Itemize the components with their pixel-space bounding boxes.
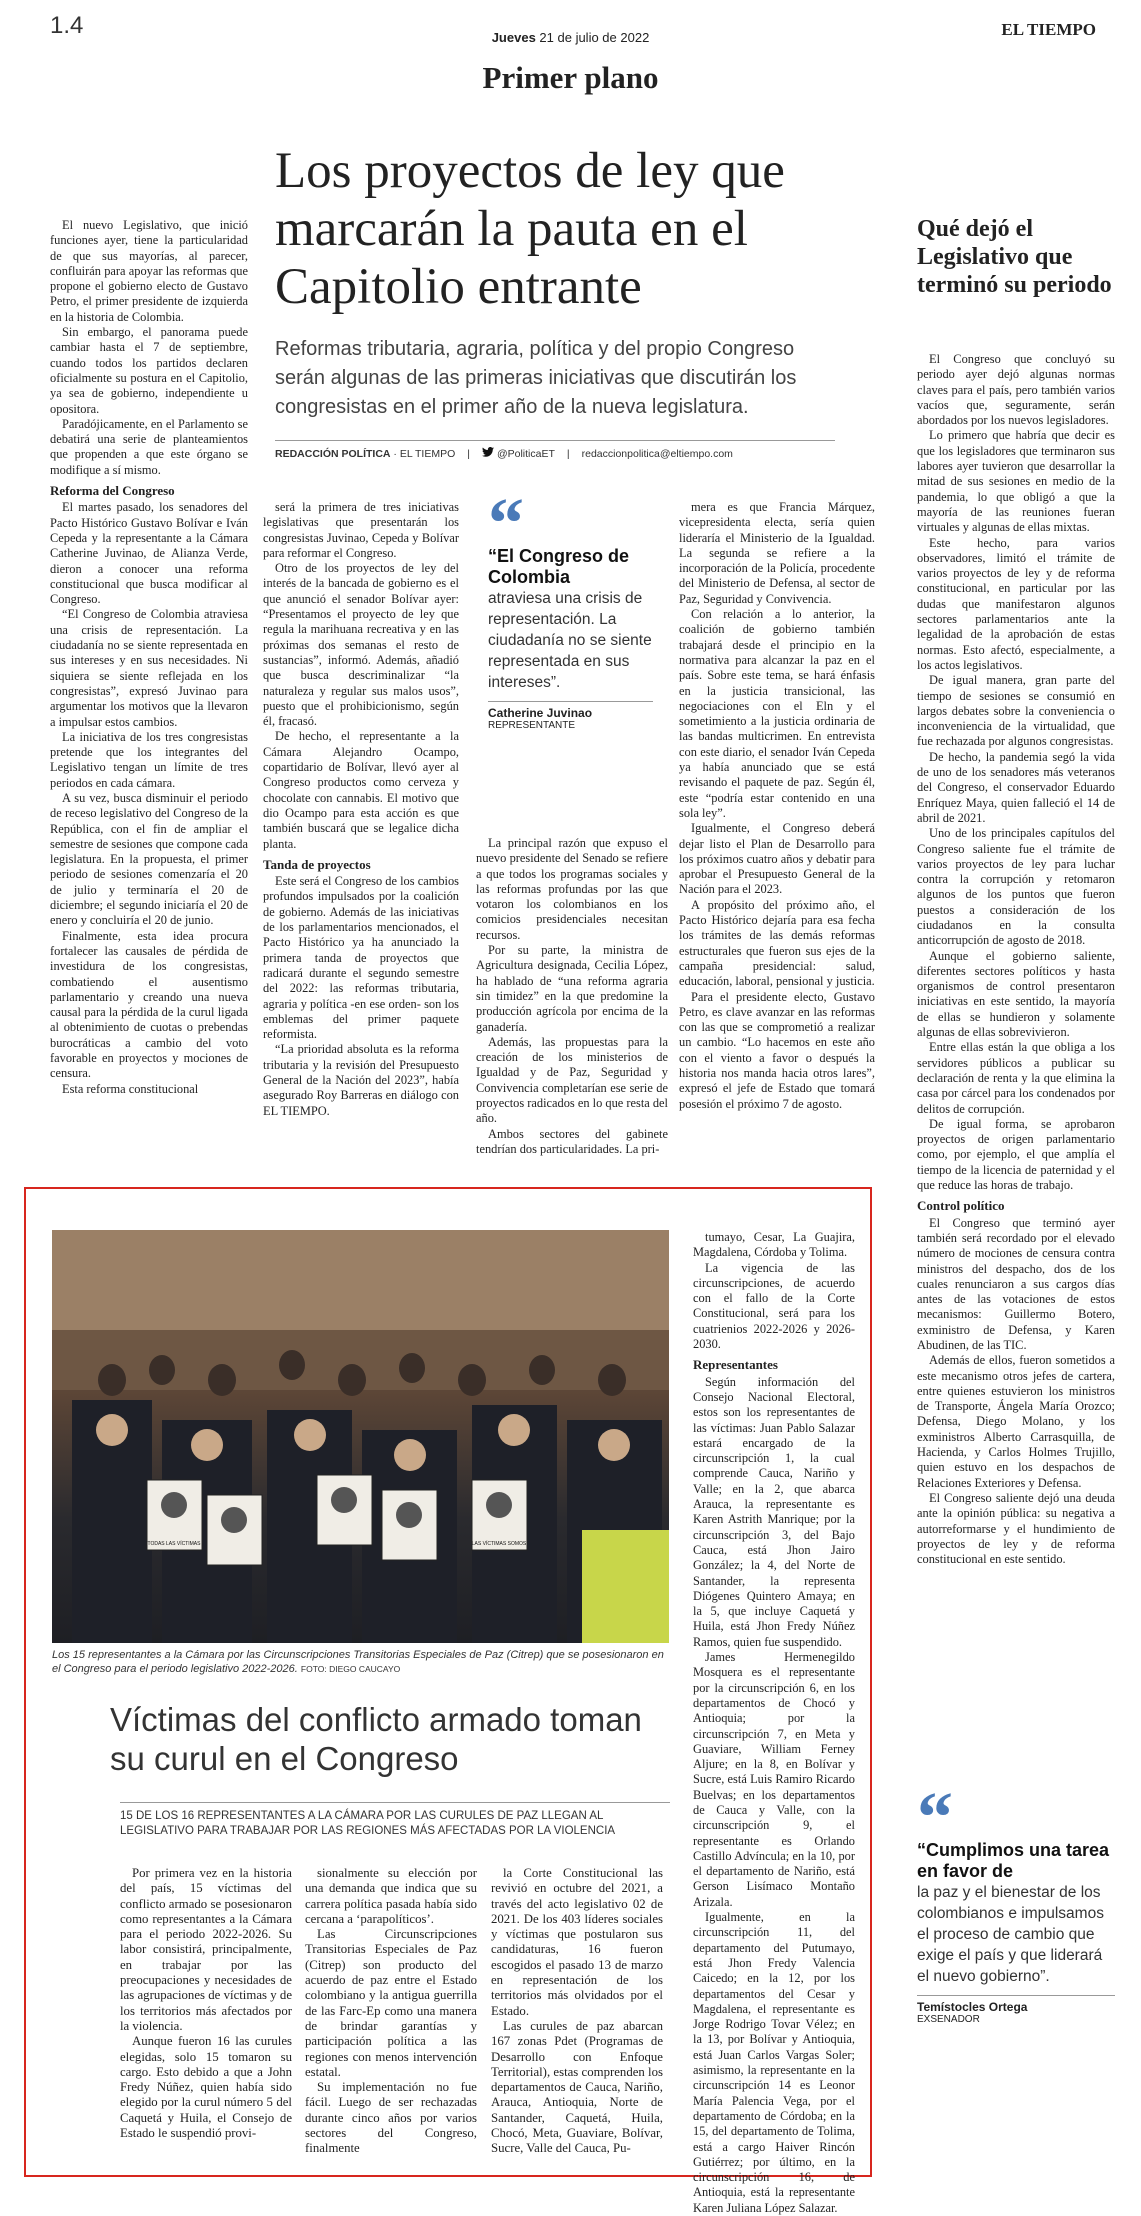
photo-caption bbox=[52, 1648, 669, 1676]
paragraph: Lo primero que habría que decir es que los legisladores que terminaron sus labores ayer tuvieron que desarrollar la mitad de sus sesiones en medio de la pandemia, lo que obligó a que la mayoría de las reuniones fueran virtuales y algunas de ellas mixtas. bbox=[917, 428, 1115, 535]
pull-quote-role: EXSENADOR bbox=[917, 2014, 980, 2025]
paragraph: Igualmente, el Congreso deberá dejar listo el Plan de Desarrollo para los próximos cuatro años y debatir para aprobar el Presupuesto General de la Nación para el 2023. bbox=[679, 821, 875, 897]
paragraph: Esta reforma constitucional bbox=[62, 1081, 199, 1096]
article-column-1 bbox=[50, 218, 248, 1097]
paragraph: Entre ellas están la que obliga a los servidores públicos a publicar su declaración de renta y la que elimina la casa por cárcel para los condenados por delitos de corrupción. bbox=[917, 1040, 1115, 1116]
victims-column-3 bbox=[491, 1866, 663, 2157]
victims-headline: Víctimas del conflicto armado toman su curul en el Congreso bbox=[110, 1701, 642, 1777]
main-headline: Los proyectos de ley que marcarán la pauta en el Capitolio entrante bbox=[275, 143, 785, 315]
victims-deck: 15 DE LOS 16 REPRESENTANTES A LA CÁMARA POR LAS CURULES DE PAZ LLEGAN AL LEGISLATIVO PARA TRABAJAR POR LAS REGIONES MÁS AFECTADAS POR LA VIOLENCIA bbox=[120, 1802, 670, 1839]
paragraph: Finalmente, esta idea procura fortalecer las causales de pérdida de investidura de los congresistas, combatiendo el ausentismo parlamentario y creando una nueva causal para la pérdida de la curul ligada al obtenimiento de cuotas o prebendas burocráticas a cambio del voto favorable en proyectos y mociones de censura. bbox=[50, 928, 248, 1081]
paragraph: A propósito del próximo año, el Pacto Histórico dejaría para esa fecha los trámites de las demás reformas estructurales que fueron sus ejes de la campaña presidencial: salud, educación, laboral, pensional y justicia. bbox=[679, 897, 875, 989]
paragraph: El Congreso que concluyó su periodo ayer dejó algunas normas claves para el país, pero también varios vacíos que, seguramente, serán abordados por los nuevos legisladores. bbox=[917, 352, 1115, 428]
photo-credit: FOTO: DIEGO CAUCAYO bbox=[300, 1664, 401, 1674]
byline-twitter-handle: @PoliticaET bbox=[496, 448, 555, 460]
victims-column-4 bbox=[693, 1230, 855, 2216]
paragraph: El nuevo Legislativo, que inició funciones ayer, tiene la particularidad de que sus mayorías, al parecer, confluirán para apoyar las reformas que propone el gobierno electo de Gustavo Petro, el primer presidente de izquierda en la historia de Colombia. bbox=[50, 218, 248, 324]
paragraph: La principal razón que expuso el nuevo presidente del Senado se refiere a que todos los programas sociales y las reformas profundas por las que votaron los colombianos en los comicios presidenciales necesitan recursos. bbox=[476, 836, 668, 942]
byline-author-block bbox=[275, 448, 455, 460]
article-column-4 bbox=[679, 500, 875, 1112]
byline-outlet: · EL TIEMPO bbox=[393, 447, 456, 460]
pull-quote-author: Temístocles Ortega bbox=[917, 1995, 1115, 2014]
byline-twitter[interactable] bbox=[482, 447, 555, 460]
subheading: Representantes bbox=[693, 1357, 778, 1373]
byline bbox=[275, 440, 835, 460]
congress-photo-illustration bbox=[52, 1230, 669, 1643]
article-column-3 bbox=[476, 836, 668, 1157]
photo-sign-text: LAS VÍCTIMAS SOMOS bbox=[471, 1541, 527, 1547]
byline-divider: | bbox=[566, 447, 570, 460]
pull-quote-juvinao bbox=[488, 483, 653, 731]
pull-quote-author: Catherine Juvinao bbox=[488, 701, 653, 720]
paragraph: “El Congreso de Colombia atraviesa una crisis de representación. La ciudadanía no se siente representada en sus intereses y en sus necesidades. Ni siquiera se siente reflejada en los congresistas”, expresó Juvinao para argumentar los motivos que la llevaron a impulsar estos cambios. bbox=[50, 607, 248, 729]
paragraph: Además, las propuestas para la creación de los ministerios de Igualdad y de Paz, Seguridad y Convivencia completarían ese serie de proyectos radicados en lo que resta del año. bbox=[476, 1034, 668, 1126]
pull-quote-text: la paz y el bienestar de los colombianos e impulsamos el proceso de cambio que exige el país y que liderará el nuevo gobierno”. bbox=[917, 1884, 1104, 1985]
pull-quote-ortega bbox=[917, 1777, 1115, 2025]
congress-photo bbox=[52, 1230, 669, 1643]
paragraph: Para el presidente electo, Gustavo Petro, es clave avanzar en las reformas con las que se comprometió a realizar un cambio. “Lo hacemos en este año con el viento a favor o después la historia nos manda hacia otros lares”, expresó el jefe de Estado que tomará posesión el próximo 7 de agosto. bbox=[679, 989, 875, 1111]
subheading: Reforma del Congreso bbox=[50, 483, 175, 499]
section-title: Primer plano bbox=[482, 60, 659, 95]
issue-date bbox=[0, 30, 1141, 45]
paragraph: Sin embargo, el panorama puede cambiar hasta el 7 de septiembre, cuando todos los partidos declaren oficialmente su postura en el Capitolio, ya sea de gobierno, independiente u opositora. bbox=[50, 325, 248, 416]
victims-column-1 bbox=[120, 1866, 292, 2141]
paragraph: De hecho, el representante a la Cámara Alejandro Ocampo, copartidario de Bolívar, llevó ayer al Congreso productos como cerveza y chocolate con cannabis. El motivo que dio Ocampo para esta acción es que también buscará que se legalice dicha planta. bbox=[263, 729, 459, 851]
paragraph: Aunque fueron 16 las curules elegidas, solo 15 tomaron su cargo. Esto debido a que a John Fredy Núñez, quien había sido elegido por la curul número 5 del Caquetá y Huila, el Consejo de Estado le suspendió provi- bbox=[120, 2034, 292, 2141]
paragraph: Con relación a lo anterior, la coalición de gobierno también trabajará desde el principio en la normativa para alcanzar la paz en el país. Sobre este tema, se hará énfasis en la justicia transicional, las negociaciones con el Eln y el sometimiento a la justicia ordinaria de las bandas multicrimen. En entrevista con este diario, el senador Iván Cepeda ya había anunciado que se está revisando el paquete de paz. Según él, este “podría estar contenido en una sola ley”. bbox=[679, 607, 875, 820]
paragraph: Las Circunscripciones Transitorias Especiales de Paz (Citrep) son producto del acuerdo de paz entre el Estado colombiano y la antigua guerrilla de las Farc-Ep como una manera de brindar garantías y participación política a las regiones con menos intervención estatal. bbox=[305, 1927, 477, 2079]
quote-mark-icon: “ bbox=[917, 1777, 953, 1857]
byline-email[interactable]: redaccionpolitica@eltiempo.com bbox=[581, 447, 733, 460]
twitter-bird-icon bbox=[482, 447, 494, 457]
victims-column-2 bbox=[305, 1866, 477, 2157]
paragraph: Su implementación no fue fácil. Luego de ser rechazadas durante cinco años por varios sectores del Congreso, finalmente bbox=[305, 2080, 477, 2156]
paragraph: Por su parte, la ministra de Agricultura designada, Cecilia López, ha hablado de “una reforma agraria sin timidez” en la que predomine la producción agrícola por encima de la ganadería. bbox=[476, 943, 668, 1034]
paragraph: El Congreso saliente dejó una deuda ante la opinión pública: su negativa a autorreformarse y el hundimiento de proyectos de ley y de reforma constitucional en este sentido. bbox=[917, 1490, 1115, 1567]
paragraph: mera es que Francia Márquez, vicepresidenta electa, sería quien lideraría el Ministerio de la Igualdad. La segunda se refiere a la incorporación de la Policía, procedente del Ministerio de Defensa, al sector de Paz, Seguridad y Convivencia. bbox=[679, 500, 875, 606]
photo-sign-text: TODAS LAS VÍCTIMAS bbox=[147, 1541, 201, 1547]
paragraph: La iniciativa de los tres congresistas pretende que los integrantes del Legislativo tengan un límite de tres periodos en cada cámara. bbox=[50, 729, 248, 790]
sidebar-title: Qué dejó el Legislativo que terminó su periodo bbox=[917, 216, 1112, 298]
newspaper-name: EL TIEMPO bbox=[1001, 20, 1096, 39]
paragraph: De igual forma, se aprobaron proyectos de origen parlamentario como, por ejemplo, el que amplía el tiempo de la licencia de paternidad y el que reduce las horas de trabajo. bbox=[917, 1116, 1115, 1193]
paragraph: Las curules de paz abarcan 167 zonas Pdet (Programas de Desarrollo con Enfoque Territorial), estas comprenden los departamentos de Cauca, Nariño, Arauca, Antioquia, Norte de Santander, Caquetá, Huila, Chocó, Meta, Guaviare, Bolívar, Sucre, Valle del Cauca, Pu- bbox=[491, 2018, 663, 2156]
paragraph: Según información del Consejo Nacional Electoral, estos son los representantes de las víctimas: Juan Pablo Salazar estará encargado de la circunscripción 1, la cual comprende Cauca, Nariño y Valle; en la 2, que abarca Arauca, la representante es Karen Astrith Manrique; por la circunscripción 3, del Bajo Cauca, está Jhon Jairo González; la 4, del Norte de Santander, la representa Diógenes Quintero Amaya; en la 5, que incluye Caquetá y Huila, está Jhon Fredy Núñez Ramos, quien fue suspendido. bbox=[693, 1374, 855, 1649]
issue-day: Jueves bbox=[491, 30, 536, 45]
paragraph: la Corte Constitucional las revivió en octubre del 2021, a través del acto legislativo 02 de 2021. De los 403 líderes sociales y víctimas que postularon sus candidaturas, 16 fueron escogidos el pasado 13 de marzo en representación de los territorios más olvidados por el Estado. bbox=[491, 1866, 663, 2018]
paragraph: Uno de los principales capítulos del Congreso saliente fue el trámite de varios proyectos de ley para luchar contra la corrupción y retomaron algunos de los puntos que fueron puestos a consideración de los ciudadanos en la consulta anticorrupción de agosto de 2018. bbox=[917, 826, 1115, 948]
paragraph: Además de ellos, fueron sometidos a este mecanismo otros jefes de cartera, entre quienes estuvieron los ministros de Transporte, Ángela María Orozco; Defensa, Diego Molano, y los exministros Alberto Carrasquilla, de Hacienda, y Carlos Holmes Trujillo, quien estuvo en los despachos de Relaciones Exteriores y Defensa. bbox=[917, 1353, 1115, 1490]
sidebar-column bbox=[917, 352, 1115, 1567]
paragraph: Por primera vez en la historia del país, 15 víctimas del conflicto armado se posesionaron como representantes a la Cámara para el periodo 2022-2026. Su labor consistirá, principalmente, en trabajar por las preocupaciones y necesidades de las agrupaciones de víctimas y de los territorios más afectados por la violencia. bbox=[120, 1866, 292, 2033]
subheading: Control político bbox=[917, 1198, 1005, 1214]
subheading: Tanda de proyectos bbox=[263, 856, 371, 872]
paragraph: El Congreso que terminó ayer también será recordado por el elevado número de mociones de censura contra ministros del despacho, dos de los cuales renunciaron a sus cargos días antes de las votaciones de estos mecanismos: Guillermo Botero, exministro de Defensa, y Karen Abudinen, de las TIC. bbox=[917, 1215, 1115, 1352]
pull-quote-text: atraviesa una crisis de representación. La ciudadanía no se siente representada en sus intereses”. bbox=[488, 590, 652, 691]
pull-quote-lead: “El Congreso de Colombia bbox=[488, 546, 630, 587]
paragraph: James Hermenegildo Mosquera es el representante por la circunscripción 6, en los departamentos de Chocó y Antioquia; por la circunscripción 7, en Meta y Guaviare, William Ferney Aljure; en la 8, en Bolívar y Sucre, está Luis Ramiro Ricardo Buelvas; en los departamentos de Cauca y Valle, con la circunscripción 9, el representante es Orlando Castillo Advíncula; en la 10, por el departamento de Nariño, está Gerson Lisímaco Montaño Arizala. bbox=[693, 1650, 855, 1909]
photo-caption-text: Los 15 representantes a la Cámara por las Circunscripciones Transitorias Especiales de Paz (Citrep) que se posesionaron en el Congreso para el periodo legislativo 2022-2026. bbox=[52, 1649, 664, 1675]
paragraph: Este será el Congreso de los cambios profundos impulsados por la coalición de gobierno. Además de las iniciativas de los parlamentarios mencionados, el Pacto Histórico ya ha anunciado la primera tanda de proyectos que radicará durante el segundo semestre del 2022: las reformas tributaria, agraria y política -en ese orden- son los emblemas del primer paquete reformista. bbox=[263, 874, 459, 1042]
paragraph: Ambos sectores del gabinete tendrían dos particularidades. La pri- bbox=[476, 1126, 668, 1156]
paragraph: Aunque el gobierno saliente, diferentes sectores políticos y hasta organismos de control presentaron iniciativas en este sentido, la mayoría de ellas se hundieron y solamente algunas de ellas sobrevivieron. bbox=[917, 948, 1115, 1040]
page-number: 1.4 bbox=[50, 12, 84, 39]
paragraph: “La prioridad absoluta es la reforma tributaria y la revisión del Presupuesto General de la Nación del 2023”, había asegurado Roy Barreras en diálogo con EL TIEMPO. bbox=[263, 1042, 459, 1118]
paragraph: La vigencia de las circunscripciones, de acuerdo con el fallo de la Corte Constitucional, será para los cuatrienios 2022-2026 y 2026-2030. bbox=[693, 1260, 855, 1352]
byline-author: REDACCIÓN POLÍTICA bbox=[275, 447, 391, 460]
main-deck: Reformas tributaria, agraria, política y del propio Congreso serán algunas de las primeras iniciativas que discutirán los congresistas en el primer año de la nueva legislatura. bbox=[275, 338, 797, 418]
pull-quote-lead: “Cumplimos una tarea en favor de bbox=[917, 1840, 1110, 1881]
paragraph: El martes pasado, los senadores del Pacto Histórico Gustavo Bolívar e Iván Cepeda y la representante a la Cámara Catherine Juvinao, de Alianza Verde, dieron a conocer una reforma constitucional que busca modificar al Congreso. bbox=[50, 500, 248, 607]
paragraph: De igual manera, gran parte del tiempo de sesiones se consumió en largos debates sobre la conveniencia o inconveniencia de la virtualidad, que fue rechazada por algunos congresistas. bbox=[917, 673, 1115, 749]
paragraph: sionalmente su elección por una demanda que indica que su carrera política pasada había sido cercana a ‘parapolíticos’. bbox=[305, 1866, 477, 1926]
paragraph: De hecho, la pandemia segó la vida de uno de los senadores más veteranos del Congreso, el conservador Eduardo Enríquez Maya, quien falleció el 14 de abril de 2021. bbox=[917, 749, 1115, 825]
issue-date-text: 21 de julio de 2022 bbox=[539, 30, 650, 45]
pull-quote-role: REPRESENTANTE bbox=[488, 720, 576, 731]
paragraph: tumayo, Cesar, La Guajira, Magdalena, Córdoba y Tolima. bbox=[693, 1230, 855, 1260]
paragraph: Otro de los proyectos de ley del interés de la bancada de gobierno es el que anunció el senador Bolívar ayer: “Presentamos el proyecto de ley que regula la marihuana recreativa y en las próximas dos semanas el resto de sustancias”, informó. Además, añadió que busca descriminalizar “la naturaleza y regular sus malos usos”, puesto que el prohibicionismo, según él, fracasó. bbox=[263, 561, 459, 729]
paragraph: será la primera de tres iniciativas legislativas que presentarán los congresistas Juvinao, Cepeda y Bolívar para reformar el Congreso. bbox=[263, 500, 459, 560]
paragraph: A su vez, busca disminuir el periodo de receso legislativo del Congreso de la República, con el fin de ampliar el semestre de sesiones que compone cada legislatura. En la propuesta, el primer periodo de sesiones comenzaría el 20 de julio y terminaría el 20 de diciembre; el segundo iniciaría el 20 de enero y concluiría el 20 de junio. bbox=[50, 790, 248, 928]
article-column-2 bbox=[263, 500, 459, 1119]
quote-mark-icon: “ bbox=[488, 483, 524, 563]
paragraph: Paradójicamente, en el Parlamento se debatirá una serie de planteamientos que propenden a que este órgano se modifique a sí mismo. bbox=[50, 416, 248, 477]
paragraph: Este hecho, para varios observadores, limitó el trámite de varios proyectos de ley y de reforma constitucional, en particular por las dudas que manifestaron algunos sectores parlamentarios ante la legalidad de la aprobación de estas normas. Esto afectó, especialmente, a los actos legislativos. bbox=[917, 535, 1115, 672]
paragraph: Igualmente, en la circunscripción 11, del departamento del Putumayo, está Jhon Fredy Valencia Caicedo; en la 12, por los departamentos del Cesar y Magdalena, el representante es Jorge Rodrigo Tovar Vélez; en la 13, por Bolívar y Antioquia, está Juan Carlos Vargas Soler; asimismo, la representante en la circunscripción 14 es Leonor María Palencia Vega, por el departamento de Córdoba; en la 15, del departamento de Tolima, está a cargo Haiver Rincón Gutiérrez; por último, en la circunscripción 16, de Antioquia, está la representante Karen Juliana López Salazar. bbox=[693, 1910, 855, 2215]
byline-divider: | bbox=[467, 447, 471, 460]
